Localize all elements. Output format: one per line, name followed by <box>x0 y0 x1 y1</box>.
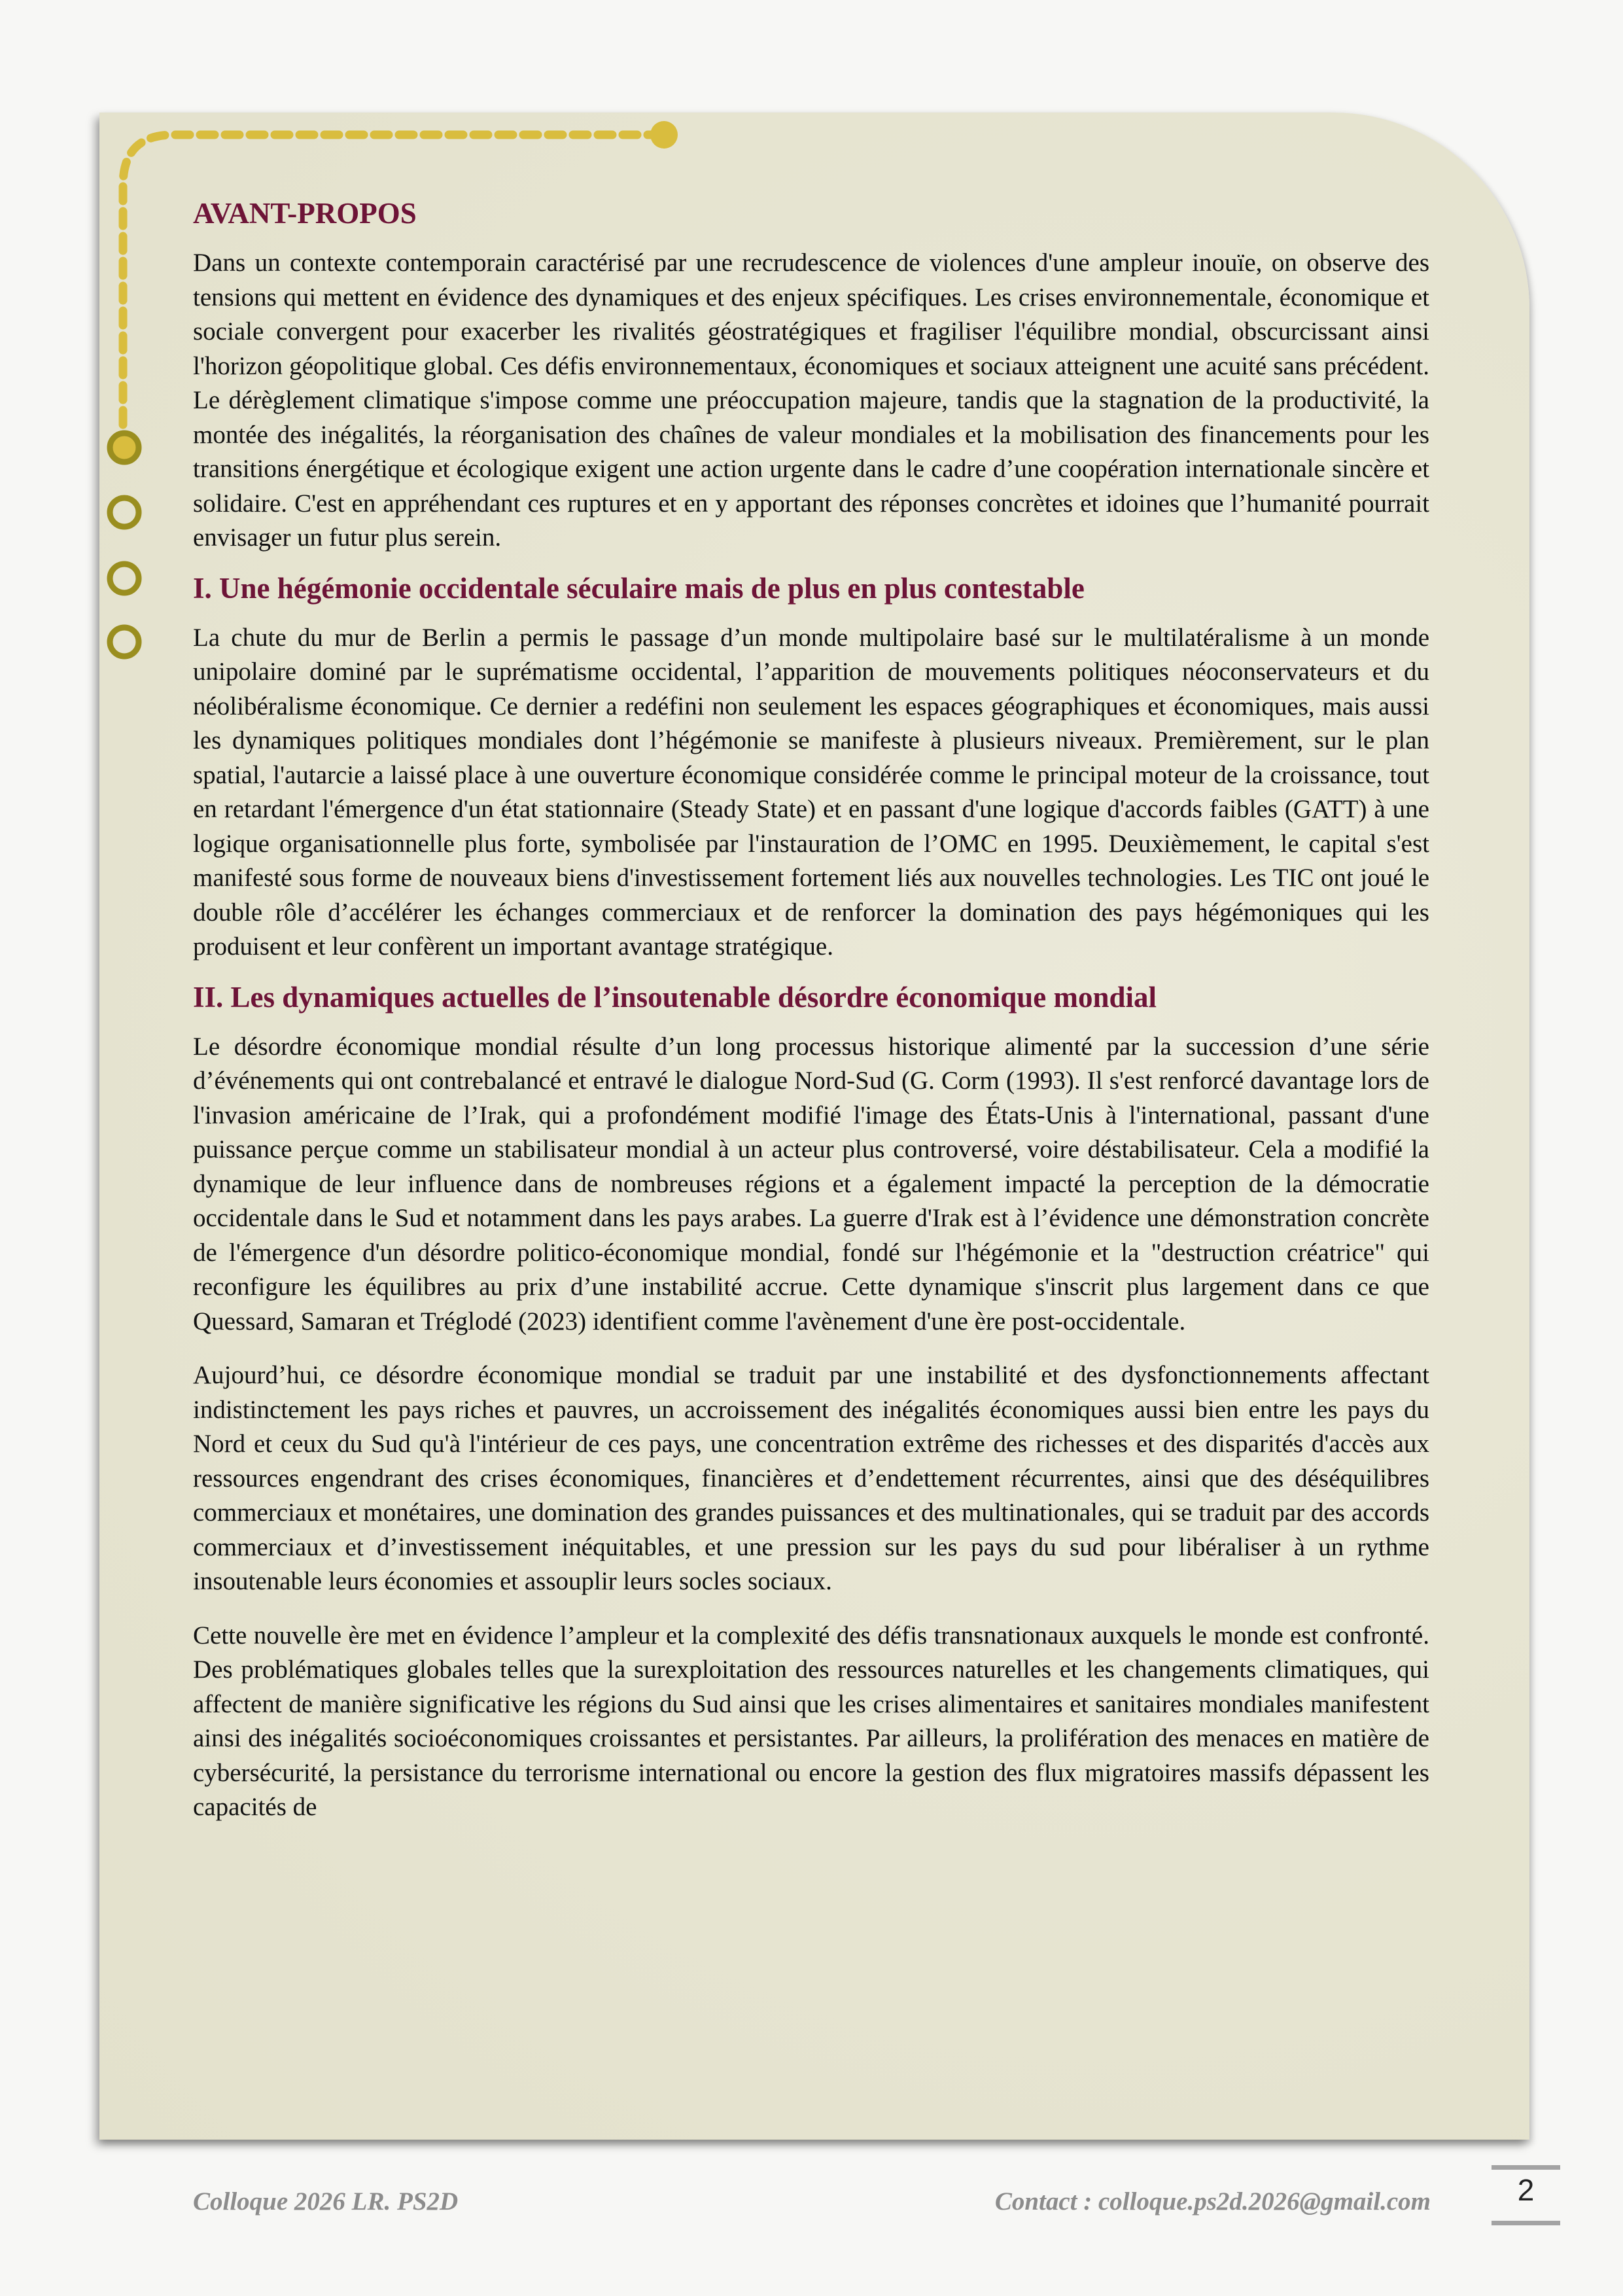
page-number-top-rule <box>1492 2165 1560 2170</box>
timeline-node-ring-3 <box>110 627 139 656</box>
timeline-node-ring-2 <box>110 564 139 593</box>
timeline-node-filled <box>110 433 139 462</box>
page-number-bottom-rule <box>1492 2221 1560 2225</box>
section-2-paragraph-3: Cette nouvelle ère met en évidence l’ampleur et la complexité des défis transnationaux auxquels le monde est confronté. Des problématiques globales telles que la surexploitation des ressources naturelles et les changements climatiques, qui affectent de manière significative les régions du Sud ainsi que les crises alimentaires et sanitaires mondiales manifestent ainsi des inégalités socioéconomiques croissantes et persistantes. Par ailleurs, la prolifération des menaces en matière de cybersécurité, la persistance du terrorisme international ou encore la gestion des flux migratoires massifs dépassent les capacités de <box>193 1621 1429 1821</box>
page-title: AVANT-PROPOS <box>193 197 417 230</box>
document-body <box>193 190 1429 1845</box>
section-1-heading: I. Une hégémonie occidentale séculaire mais de plus en plus contestable <box>193 571 1085 605</box>
section-2-paragraph-2: Aujourd’hui, ce désordre économique mondial se traduit par une instabilité et des dysfonctionnements affectant indistinctement les pays riches et pauvres, un accroissement des inégalités économiques aussi bien entre les pays du Nord et ceux du Sud qu'à l'intérieur de ces pays, une concentration extrême des richesses et des disparités d'accès aux ressources engendrant des crises économiques, financières et d’endettement récurrentes, ainsi que des déséquilibres commerciaux et monétaires, une domination des grandes puissances et des multinationales, qui se traduit par des accords commerciaux et d’investissement inéquitables, et une pression sur les pays du sud pour libéraliser à un rythme insoutenable leurs économies et assouplir leurs socles sociaux. <box>193 1361 1429 1595</box>
section-2-paragraph-1: Le désordre économique mondial résulte d’un long processus historique alimenté par la succession d’une série d’événements qui ont contrebalancé et entravé le dialogue Nord-Sud (G. Corm (1993). Il s'est renforcé davantage lors de l'invasion américaine de l’Irak, qui a profondément modifié l'image des États-Unis à l'international, passant d'une puissance perçue comme un stabilisateur mondial à un acteur plus controversé, voire déstabilisateur. Cela a modifié la dynamique de leur influence dans de nombreuses régions et a également impacté la perception de la démocratie occidentale dans le Sud et notamment dans les pays arabes. La guerre d'Irak est à l’évidence une démonstration concrète de l'émergence d'un désordre politico-économique mondial, fondé sur l'hégémonie et la "destruction créatrice" qui reconfigure les équilibres au prix d’une instabilité accrue. Cette dynamique s'inscrit plus largement dans ce que Quessard, Samaran et Tréglodé (2023) identifient comme l'avènement d'une ère post-occidentale. <box>193 1032 1429 1335</box>
section-1-paragraph: La chute du mur de Berlin a permis le passage d’un monde multipolaire basé sur le multilatéralisme à un monde unipolaire dominé par le suprématisme occidental, l’apparition de mouvements politiques néoconservateurs et du néolibéralisme économique. Ce dernier a redéfini non seulement les espaces géographiques et économiques, mais aussi les dynamiques politiques mondiales dont l’hégémonie se manifeste à plusieurs niveaux. Premièrement, sur le plan spatial, l'autarcie a laissé place à une ouverture économique considérée comme le principal moteur de la croissance, tout en retardant l'émergence d'un état stationnaire (Steady State) et en passant d'une logique d'accords faibles (GATT) à une logique organisationnelle plus forte, symbolisée par l'instauration de l’OMC en 1995. Deuxièmement, le capital s'est manifesté sous forme de nouveaux biens d'investissement fortement liés aux nouvelles technologies. Les TIC ont joué le double rôle d’accélérer les échanges commerciaux et de renforcer la domination des pays hégémoniques qui les produisent et leur confèrent un important avantage stratégique. <box>193 623 1429 961</box>
footer-colloquium-name: Colloque 2026 LR. PS2D <box>193 2187 459 2216</box>
timeline-node-ring-1 <box>110 498 139 527</box>
page-number: 2 <box>1517 2173 1535 2207</box>
footer-contact-email: Contact : colloque.ps2d.2026@gmail.com <box>994 2187 1431 2216</box>
section-2-heading: II. Les dynamiques actuelles de l’insoutenable désordre économique mondial <box>193 980 1157 1014</box>
dashed-line-end-dot <box>650 121 678 149</box>
intro-paragraph: Dans un contexte contemporain caractérisé par une recrudescence de violences d'une ampleur inouïe, on observe des tensions qui mettent en évidence des dynamiques et des enjeux spécifiques. Les crises environnementale, économique et sociale convergent pour exacerber les rivalités géostratégiques et fragiliser l'équilibre mondial, obscurcissant ainsi l'horizon géopolitique global. Ces défis environnementaux, économiques et sociaux atteignent une acuité sans précédent. Le dérèglement climatique s'impose comme une préoccupation majeure, tandis que la stagnation de la productivité, la montée des inégalités, la réorganisation des chaînes de valeur mondiales et la mobilisation des financements pour les transitions énergétique et écologique exigent une action urgente dans le cadre d’une coopération internationale sincère et solidaire. C'est en appréhendant ces ruptures et en y apportant des réponses concrètes et idoines que l’humanité pourrait envisager un futur plus serein. <box>193 249 1429 552</box>
